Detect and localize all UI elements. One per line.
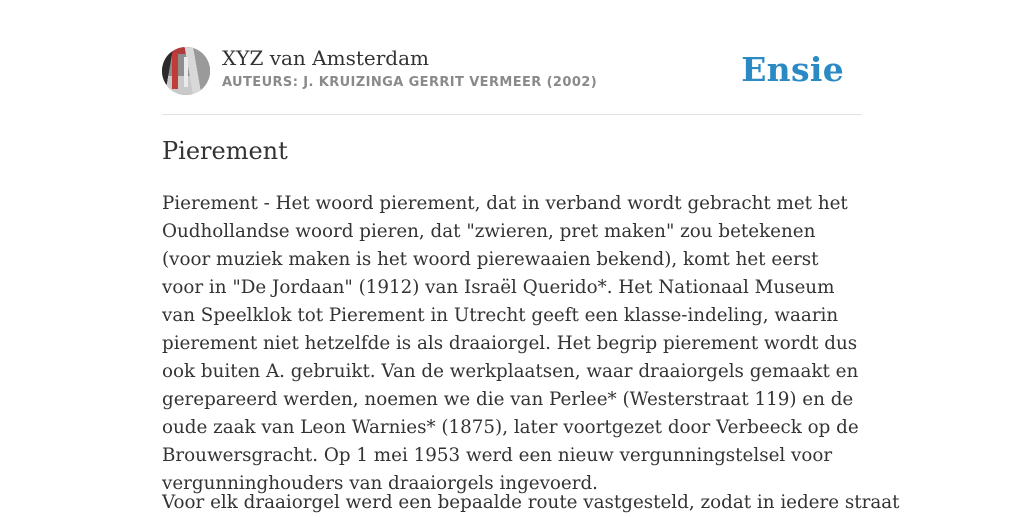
book-title[interactable]: XYZ van Amsterdam [222,46,429,70]
book-cover-avatar[interactable] [162,47,210,95]
entry-paragraph: Voor elk draaiorgel werd een bepaalde route vastgesteld, zodat in iedere straat [162,492,900,513]
ensie-logo[interactable]: Ensie [741,50,844,89]
cover-photo-detail [172,53,178,89]
cover-photo-detail [184,57,188,87]
book-authors: AUTEURS: J. KRUIZINGA GERRIT VERMEER (2002) [222,75,598,90]
entry-heading: Pierement [162,137,288,165]
book-header [162,46,862,115]
entry-paragraph: Pierement - Het woord pierement, dat in verband wordt gebracht met het Oudhollandse woord pieren, dat "zwieren, pret maken" zou betekenen (voor muziek maken is het woord pierewaaien bekend), komt het eerst voor in "De Jordaan" (1912) van Israël Querido*. Het Nationaal Museum van Speelklok tot Pierement in Utrecht geeft een klasse-indeling, waarin pierement niet hetzelfde is als draaiorgel. Het begrip pierement wordt dus ook buiten A. gebruikt. Van de werkplaatsen, waar draaiorgels gemaakt en gerepareerd werden, noemen we die van Perlee* (Westerstraat 119) en de oude zaak van Leon Warnies* (1875), later voortgezet door Verbeeck op de Brouwersgracht. Op 1 mei 1953 werd een nieuw vergunningstelsel voor vergunninghouders van draaiorgels ingevoerd. [162,193,859,494]
